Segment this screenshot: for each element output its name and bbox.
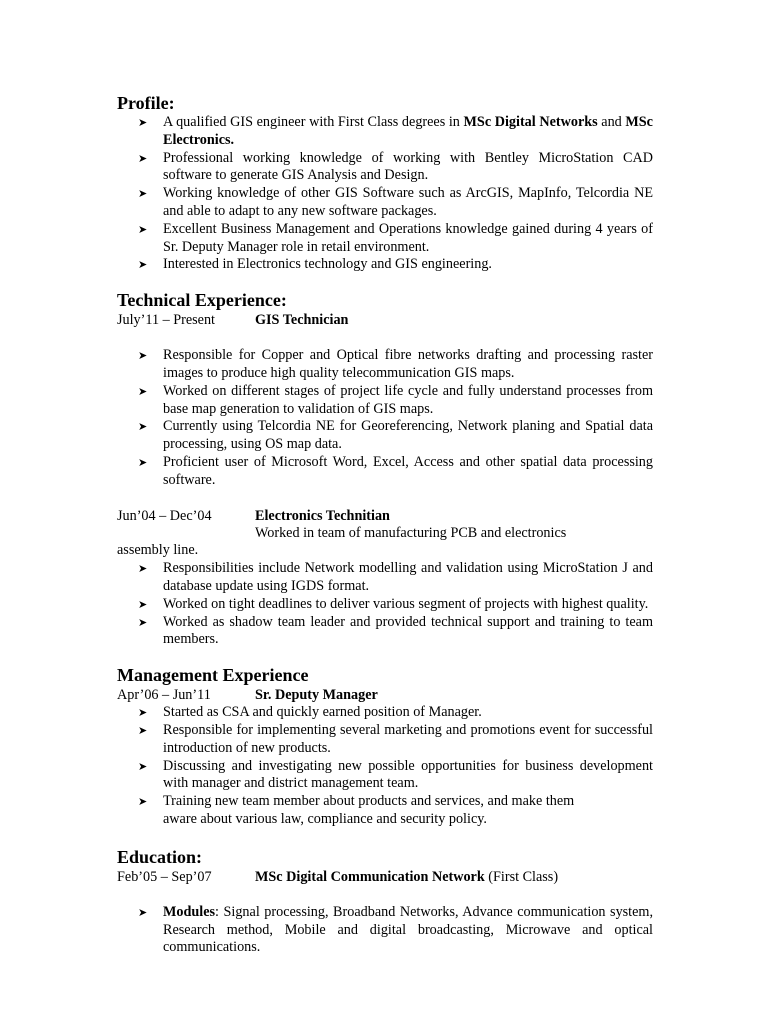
list-item	[138, 595, 653, 614]
job-title: GIS Technician	[255, 312, 349, 329]
spacer	[117, 886, 653, 904]
job-title: Sr. Deputy Manager	[255, 687, 378, 704]
arrowhead-bullet-icon: ➤	[138, 795, 148, 809]
job-header	[117, 507, 653, 525]
list-item	[138, 453, 653, 490]
list-item	[138, 560, 653, 596]
education-dates: Feb’05 – Sep’07	[117, 868, 212, 885]
job-duties-list	[117, 347, 653, 489]
duty-text: Discussing and investigating new possible opportunities for business development with manager and district management team.	[163, 757, 653, 792]
education-header	[117, 868, 653, 886]
arrowhead-bullet-icon: ➤	[138, 759, 148, 773]
arrowhead-bullet-icon: ➤	[138, 151, 148, 165]
list-item	[138, 418, 653, 454]
spacer	[117, 490, 653, 507]
degree-class: (First Class)	[484, 868, 559, 885]
profile-section	[117, 92, 653, 274]
job-dates: Apr’06 – Jun’11	[117, 687, 211, 704]
profile-item-text: Professional working knowledge of working with Bentley MicroStation CAD software to generate GIS Analysis and Design.	[163, 149, 653, 184]
arrowhead-bullet-icon: ➤	[138, 562, 148, 576]
list-item	[138, 220, 653, 257]
job-dates: July’11 – Present	[117, 312, 215, 329]
duty-text: Worked on different stages of project life cycle and fully understand processes from base map generation to validation of GIS maps.	[163, 382, 653, 417]
profile-heading: Profile:	[117, 93, 175, 113]
list-item	[138, 347, 653, 383]
list-item	[138, 149, 653, 186]
education-heading: Education:	[117, 846, 203, 867]
arrowhead-bullet-icon: ➤	[138, 905, 148, 919]
list-item	[138, 256, 653, 274]
duty-text: Worked as shadow team leader and provided technical support and training to team members.	[163, 613, 653, 648]
technical-experience-heading: Technical Experience:	[117, 290, 287, 311]
list-item	[138, 382, 653, 419]
job-dates: Jun’04 – Dec’04	[117, 507, 212, 524]
duty-text: Responsible for implementing several marketing and promotions event for successful introduction of new products.	[163, 721, 653, 756]
duty-text: Responsible for Copper and Optical fibre networks drafting and processing raster images to produce high quality telecommunication GIS maps.	[163, 347, 653, 381]
arrowhead-bullet-icon: ➤	[138, 349, 148, 363]
list-item	[138, 903, 653, 957]
arrowhead-bullet-icon: ➤	[138, 187, 148, 201]
arrowhead-bullet-icon: ➤	[138, 455, 148, 469]
duty-text: Started as CSA and quickly earned position of Manager.	[163, 704, 482, 721]
profile-item-text: Working knowledge of other GIS Software such as ArcGIS, MapInfo, Telcordia NE and able to adapt to any new software packages.	[163, 185, 653, 219]
degree-highlight: MSc Electronics.	[163, 114, 653, 148]
modules-label: Modules	[163, 903, 216, 920]
profile-item-text: A qualified GIS engineer with First Class degrees in	[163, 114, 464, 130]
list-item	[138, 757, 653, 794]
list-item	[138, 704, 653, 722]
arrowhead-bullet-icon: ➤	[138, 723, 148, 737]
arrowhead-bullet-icon: ➤	[138, 706, 148, 720]
list-item	[138, 793, 653, 829]
technical-experience-section	[117, 289, 653, 649]
job-duties-list	[117, 560, 653, 649]
management-experience-section	[117, 664, 653, 829]
arrowhead-bullet-icon: ➤	[138, 615, 148, 629]
duty-text-continued: aware about various law, compliance and security policy.	[163, 810, 487, 827]
list-item	[138, 613, 653, 650]
degree-name: MSc Digital Communication Network	[255, 868, 485, 885]
degree-line	[255, 868, 558, 886]
job-description-continued: assembly line.	[117, 542, 199, 559]
education-details-list	[117, 904, 653, 957]
degree-highlight: MSc Digital Networks	[463, 114, 598, 130]
arrowhead-bullet-icon: ➤	[138, 384, 148, 398]
job-header	[117, 686, 653, 704]
arrowhead-bullet-icon: ➤	[138, 258, 148, 272]
spacer	[117, 329, 653, 347]
profile-list	[117, 114, 653, 274]
profile-item-text: and	[597, 114, 626, 130]
education-section	[117, 846, 653, 957]
modules-text: : Signal processing, Broadband Networks, Advance communication system, Research method, Mobile and digital broadcasting, Microwave and optical communications.	[163, 903, 653, 956]
list-item	[138, 721, 653, 758]
job-duties-list	[117, 704, 653, 829]
job-title: Electronics Technitian	[255, 507, 390, 524]
list-item	[138, 185, 653, 221]
list-item	[138, 114, 653, 150]
job-description: Worked in team of manufacturing PCB and electronics	[255, 524, 567, 541]
resume-page	[117, 92, 653, 957]
profile-item-text: Interested in Electronics technology and GIS engineering.	[163, 256, 492, 273]
duty-text: Proficient user of Microsoft Word, Excel, Access and other spatial data processing software.	[163, 453, 653, 488]
job-header	[117, 311, 653, 329]
duty-text: Training new team member about products and services, and make them	[163, 793, 575, 810]
duty-text: Responsibilities include Network modelling and validation using MicroStation J and database update using IGDS format.	[163, 560, 653, 594]
arrowhead-bullet-icon: ➤	[138, 597, 148, 611]
arrowhead-bullet-icon: ➤	[138, 116, 148, 129]
arrowhead-bullet-icon: ➤	[138, 222, 148, 236]
management-experience-heading: Management Experience	[117, 665, 309, 686]
arrowhead-bullet-icon: ➤	[138, 420, 148, 434]
profile-item-text: Excellent Business Management and Operations knowledge gained during 4 years of Sr. Deputy Manager role in retail environment.	[163, 220, 653, 255]
duty-text: Worked on tight deadlines to deliver various segment of projects with highest quality.	[163, 595, 649, 612]
duty-text: Currently using Telcordia NE for Georeferencing, Network planing and Spatial data processing, using OS map data.	[163, 418, 653, 453]
